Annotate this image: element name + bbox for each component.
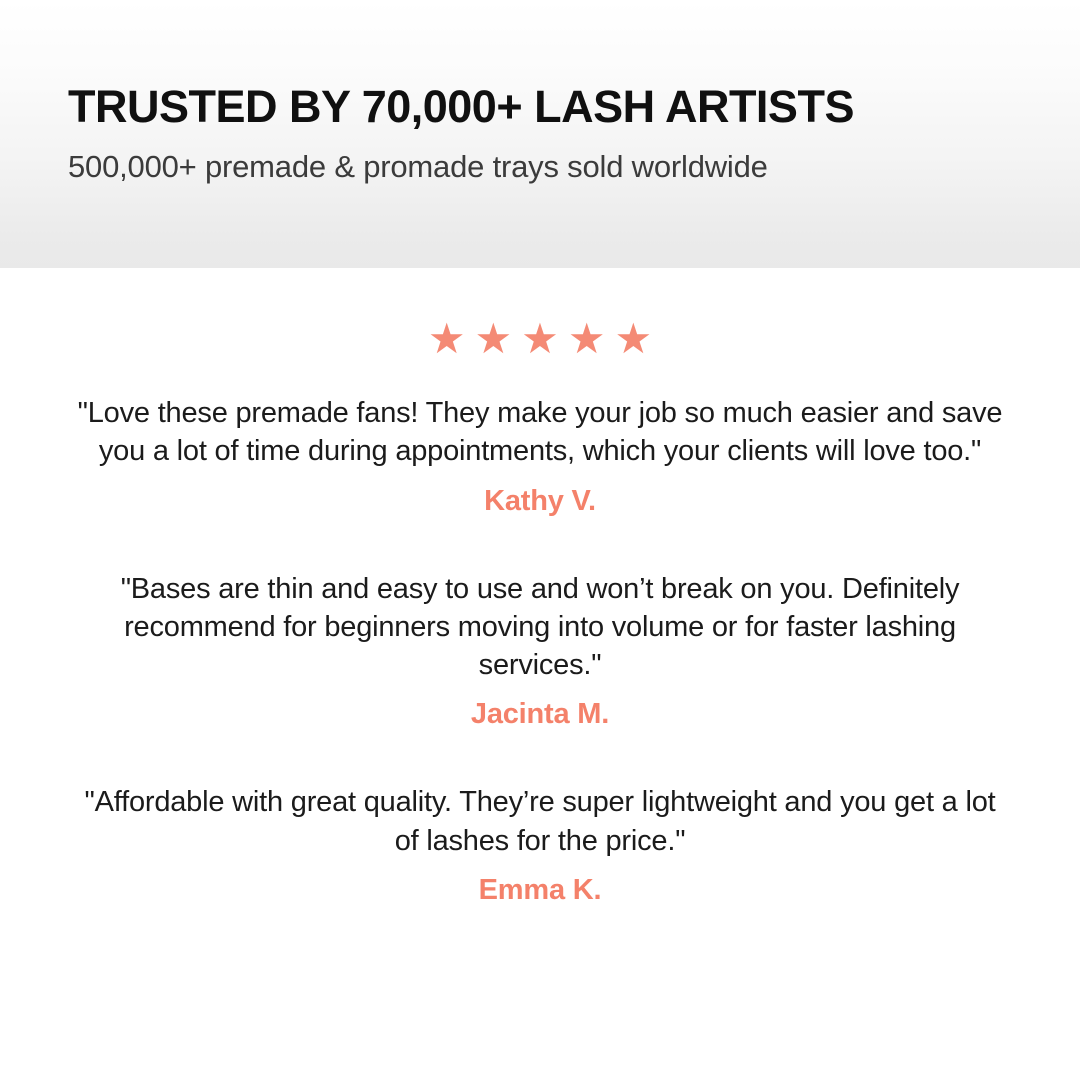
- star-icon: ★: [474, 315, 513, 362]
- review-author: Emma K.: [478, 873, 602, 906]
- review-text: "Bases are thin and easy to use and won’t break on you. Definitely recommend for beginners moving into volume or for faster lashing services.": [120, 572, 960, 682]
- page-subtitle: 500,000+ premade & promade trays sold worldwide: [68, 149, 768, 185]
- star-icon: ★: [567, 315, 606, 362]
- star-rating: [40, 315, 1040, 362]
- page-title: TRUSTED BY 70,000+ LASH ARTISTS: [68, 81, 854, 133]
- reviews-section: [0, 268, 1080, 1080]
- star-icon: ★: [614, 315, 653, 362]
- review-text: "Love these premade fans! They make your job so much easier and save you a lot of time during appointments, which your clients will love too.": [77, 397, 1003, 468]
- review-author: Jacinta M.: [470, 698, 610, 731]
- star-icon: ★: [427, 315, 466, 362]
- header-band: [0, 0, 1080, 268]
- star-icon: ★: [521, 315, 559, 362]
- review-item: [54, 394, 1026, 518]
- review-text: "Affordable with great quality. They’re super lightweight and you get a lot of lashes for the price.": [84, 786, 996, 857]
- review-item: [54, 783, 1026, 907]
- review-item: [54, 570, 1026, 732]
- review-author: Kathy V.: [484, 484, 596, 517]
